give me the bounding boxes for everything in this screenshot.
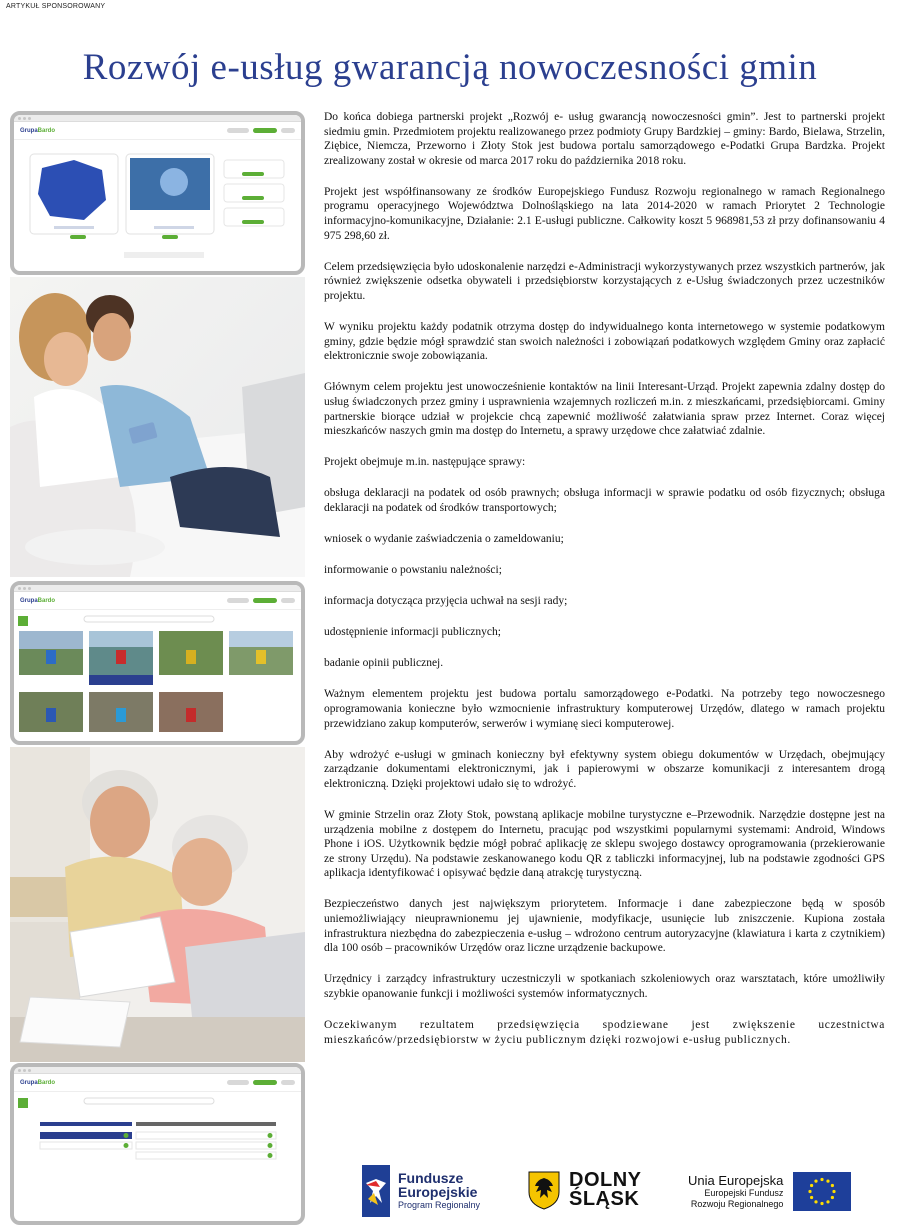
article-paragraph: badanie opinii publicznej. xyxy=(324,657,444,670)
eagle-crest-icon xyxy=(527,1170,561,1210)
ds-line2: ŚLĄSK xyxy=(569,1188,640,1210)
eu-star xyxy=(827,1200,830,1203)
eu-star xyxy=(815,1180,818,1183)
categories-content xyxy=(14,1092,301,1221)
coat-of-arms-icon xyxy=(116,650,126,664)
article-paragraph: Ważnym elementem projektu jest budowa portalu samorządowego e-Podatki. Na potrzeby tego nowoczesnego oprogramowania konieczne było wzmocnienie infrastruktury komputerowej Urzędów, dlatego w ramach projektu przewidziano zakup komputerów, serwerów i wymianę sieci komputerowej. xyxy=(324,688,885,730)
article-paragraph: Projekt obejmuje m.in. następujące sprawy: xyxy=(324,456,526,469)
portal-screenshot-categories xyxy=(10,1063,305,1225)
fe-line1: Fundusze xyxy=(398,1170,464,1186)
article-paragraph: Oczekiwanym rezultatem przedsięwzięcia spodziewane jest zwiększenie uczestnictwa mieszkańców/przedsiębiorstw w życiu publicznym dzięki rozwojowi e-usług publicznych. xyxy=(324,1019,885,1046)
sponsored-label: ARTYKUŁ SPONSOROWANY xyxy=(6,3,106,10)
portal-logo: GrupaBardo xyxy=(20,597,56,604)
eu-star xyxy=(809,1190,812,1193)
coat-of-arms-icon xyxy=(186,708,196,722)
portal-header xyxy=(14,1074,301,1092)
article-paragraph: Do końca dobiega partnerski projekt „Rozwój e- usług gwarancją nowoczesności gmin”. Jest to partnerski projekt siedmiu gmin. Przedmiotem projektu realizowanego przez podmioty Grupy Bardzkiej – gminy: Bardo, Bielawa, Strzelin, Ziębice, Niemcza, Przeworno i Złoty Stok jest budowa portalu samorządowego e-Podatki Grupa Bardzka. Projekt zrealizowany został w okresie od marca 2017 roku do października 2018 roku. xyxy=(324,111,885,167)
ds-line1: DOLNY xyxy=(569,1169,642,1191)
article-body xyxy=(324,110,885,1064)
portal-screenshot-home xyxy=(10,111,305,275)
portal-logo: GrupaBardo xyxy=(20,1079,56,1086)
eu-star xyxy=(831,1184,834,1187)
eu-star xyxy=(815,1200,818,1203)
eu-star xyxy=(810,1184,813,1187)
browser-bar xyxy=(14,585,301,592)
coat-of-arms-icon xyxy=(46,650,56,664)
coat-of-arms-icon xyxy=(116,708,126,722)
coat-of-arms-icon xyxy=(256,650,266,664)
article-paragraph: W wyniku projektu każdy podatnik otrzyma dostęp do indywidualnego konta internetowego w systemie podatkowym gminy, gdzie będzie mógł sprawdzić stan swoich należności i zobowiązań podatkowych względem Gminy oraz zapłacić elektronicznie swoje zobowiązania. xyxy=(324,321,885,363)
article-paragraph: udostępnienie informacji publicznych; xyxy=(324,626,501,639)
article-paragraph: wniosek o wydanie zaświadczenia o zameldowaniu; xyxy=(324,532,564,545)
photo-seniors-reading xyxy=(10,747,305,1062)
browser-bar xyxy=(14,115,301,122)
article-paragraph: Celem przedsięwzięcia było udoskonalenie narzędzi e-Administracji wykorzystywanych przez wszystkich partnerów, jak również zwiększenie odsetka obywateli i przedsiębiorstw korzystających z e-Usług świadczonych przez uczestników projektu. xyxy=(324,260,885,302)
browser-bar xyxy=(14,1067,301,1074)
article-paragraph: Aby wdrożyć e-usługi w gminach konieczny był efektywny system obiegu dokumentów w Urzędach, obejmujący zarządzanie dokumentami elektronicznymi, jak i papierowymi w obszarze komunikacji z interesantem drogą elektroniczną. Dzięki projektowi udało się to wdrożyć. xyxy=(324,748,885,790)
ue-line2: Europejski Fundusz xyxy=(704,1188,784,1198)
eu-star xyxy=(821,1202,824,1205)
eu-star xyxy=(810,1196,813,1199)
portal-header xyxy=(14,122,301,140)
logo-dolny-slask xyxy=(527,1170,642,1210)
article-paragraph: Głównym celem projektu jest unowocześnienie kontaktów na linii Interesant-Urząd. Projekt zapewnia zdalny dostęp do usług świadczonych przez gminy i usprawnienia wzajemnych rozliczeń m.in. z mieszkańcami, przedsiębiorcami. Gminy partnerskie biorące udział w projekcie chcą zapewnić możliwość załatwiania spraw przez Internet. Coraz więcej mieszkańców naszych gmin ma dostęp do Internetu, a sprawy urzędowe chce załatwiać zdalnie. xyxy=(324,381,885,438)
commune-grid xyxy=(14,610,301,741)
eu-star xyxy=(821,1178,824,1181)
eu-flag-icon xyxy=(793,1172,851,1211)
coat-of-arms-icon xyxy=(46,708,56,722)
article-paragraph: informacja dotycząca przyjęcia uchwał na sesji rady; xyxy=(324,595,568,608)
fe-star-icon xyxy=(362,1165,390,1217)
logo-fundusze-europejskie xyxy=(362,1165,480,1217)
eu-star xyxy=(827,1180,830,1183)
fe-line3: Program Regionalny xyxy=(398,1200,481,1210)
coat-of-arms-icon xyxy=(186,650,196,664)
article-paragraph: Urzędnicy i zarządcy infrastruktury uczestniczyli w spotkaniach szkoleniowych oraz warsztatach, które umożliwiły szybkie opanowanie funkcji i możliwości systemów informatycznych. xyxy=(324,973,885,1000)
portal-logo: GrupaBardo xyxy=(20,127,56,134)
logo-unia-europejska xyxy=(688,1172,851,1211)
article-paragraph: Projekt jest współfinansowany ze środków Europejskiego Fundusz Rozwoju regionalnego w ramach Regionalnego programu operacyjnego Województwa Dolnośląskiego na lata 2014-2020 w ramach Priorytet 2 Technologie informacyjno-komunikacyjne, Działanie: 2.1 E-usługi publiczne. Całkowity koszt 5 968981,53 zł przy dofinansowaniu 4 975 298,60 zł. xyxy=(324,185,885,242)
portal-home-content xyxy=(14,140,301,271)
portal-header xyxy=(14,592,301,610)
fe-line2: Europejskie xyxy=(398,1184,478,1200)
page-title: Rozwój e-usług gwarancją nowoczesności gmin xyxy=(82,47,818,88)
article-paragraph: obsługa deklaracji na podatek od osób prawnych; obsługa informacji w sprawie podatku od osób fizycznych; obsługa deklaracji na podatek od środków transportowych; xyxy=(324,487,885,514)
article-paragraph: Bezpieczeństwo danych jest największym priorytetem. Informacje i dane zabezpieczone będą w sposób uniemożliwiający nieuprawnionemu jej ujawnienie, modyfikacje, usunięcie lub zniszczenie. Kupiona została infrastruktura niezbędna do zabezpieczenia e-usług – wdrożono centrum autoryzacyjne (klawiatura i karta z czytnikiem) dla 100 osób – pracowników Urzędów oraz liczne urządzenie backupowe. xyxy=(324,898,885,955)
photo-couple-laptop xyxy=(10,277,305,577)
eu-star xyxy=(831,1196,834,1199)
article-paragraph: informowanie o powstaniu należności; xyxy=(324,564,502,577)
portal-screenshot-communes xyxy=(10,581,305,745)
ue-line3: Rozwoju Regionalnego xyxy=(690,1199,784,1209)
ue-line1: Unia Europejska xyxy=(688,1173,784,1188)
article-paragraph: W gminie Strzelin oraz Złoty Stok, powstaną aplikacje mobilne turystyczne e–Przewodnik. Narzędzie dostępne jest na urządzenia mobilne z dostępem do Internetu, pracując pod wszystkimi popularnymi systemami: Android, Windows Phone i iOS. Użytkownik będzie mógł pobrać aplikację ze sklepu swojego dostawcy oprogramowania (przekierowanie ze strony Urzędu). Na podstawie zeskanowanego kodu QR z tabliczki informacyjnej, lub na podstawie zgodności GPS aplikacja identyfikować i opisywać będzie daną atrakcję turystyczną. xyxy=(324,809,885,880)
eu-star xyxy=(833,1190,836,1193)
